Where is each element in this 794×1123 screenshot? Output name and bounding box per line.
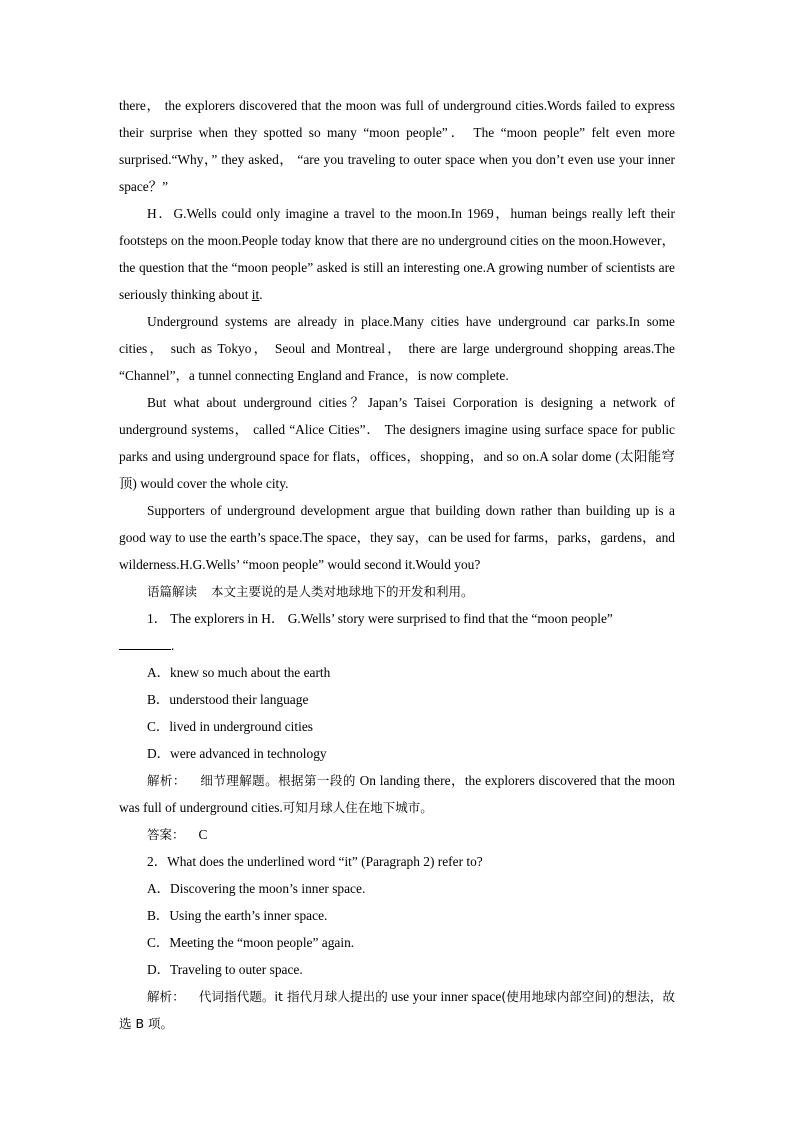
question-2-option-b: B．Using the earth’s inner space.	[147, 908, 328, 923]
analysis-quote: use your inner space	[391, 989, 502, 1004]
question-2-analysis	[119, 983, 675, 1037]
question-1-answer	[119, 821, 675, 848]
paragraph-2-end: .	[259, 287, 263, 302]
paragraph-2-text: H．G.Wells could only imagine a travel to the moon.In 1969，human beings really left their footsteps on the moon.People today know that there are no underground cities on the moon.However，the question that the “moon people” asked is still an interesting one.A growing number of scientists are seriously thinking about	[119, 206, 675, 302]
question-1-analysis	[119, 767, 675, 821]
question-2-stem: 2．What does the underlined word “it” (Paragraph 2) refer to?	[147, 854, 483, 869]
summary-label: 语篇解读	[147, 584, 198, 599]
analysis-quote: On landing there，the explorers discovered that the moon was full of underground cities.	[119, 773, 675, 815]
question-1-text: 1． The explorers in H． G.Wells’ story were surprised to find that the “moon people”	[147, 611, 613, 626]
analysis-label: 解析：	[147, 773, 186, 788]
analysis-conclusion: 可知月球人住在地下城市。	[282, 800, 433, 815]
question-1-option-c: C．lived in underground cities	[147, 719, 313, 734]
analysis-chinese: 代词指代题。it 指代月球人提出的	[198, 989, 388, 1004]
answer-value: C	[198, 827, 208, 842]
question-1-stem: 1． The explorers in H． G.Wells’ story were surprised to find that the “moon people” .	[119, 605, 675, 659]
analysis-chinese: 细节理解题。根据第一段的	[199, 773, 356, 788]
question-1-option-b: B．understood their language	[147, 692, 309, 707]
summary-line	[119, 578, 675, 605]
question-1-option-d: D．were advanced in technology	[147, 746, 327, 761]
passage-paragraph-1: there， the explorers discovered that the moon was full of underground cities.Words failed to express their surprise when they spotted so many “moon people”． The “moon people” felt even more surprised.“Why，” they asked， “are you traveling to outer space when you don’t even use your inner space？”	[119, 98, 675, 194]
analysis-conclusion: (使用地球内部空间)的想法，故选 B 项。	[119, 989, 675, 1031]
question-2-option-d: D．Traveling to outer space.	[147, 962, 303, 977]
question-2-option-c: C．Meeting the “moon people” again.	[147, 935, 355, 950]
answer-blank	[119, 637, 171, 650]
summary-text: 本文主要说的是人类对地球地下的开发和利用。	[211, 584, 474, 599]
passage-paragraph-3: Underground systems are already in place.Many cities have underground car parks.In some cities， such as Tokyo， Seoul and Montreal， there are large underground shopping areas.The “Channel”，a tunnel connecting England and France，is now complete.	[119, 314, 675, 383]
question-1-option-a: A．knew so much about the earth	[147, 665, 331, 680]
answer-label: 答案：	[147, 827, 185, 842]
passage-paragraph-5: Supporters of underground development argue that building down rather than building up is a good way to use the earth’s space.The space，they say，can be used for farms，parks，gardens，and wilderness.H.G.Wells’ “moon people” would second it.Would you?	[119, 503, 675, 572]
analysis-label: 解析：	[147, 989, 185, 1004]
passage-paragraph-2	[119, 200, 675, 308]
underlined-word-it: it	[251, 287, 260, 302]
passage-paragraph-4: But what about underground cities？Japan’s Taisei Corporation is designing a network of underground systems， called “Alice Cities”． The designers imagine using surface space for public parks and using underground space for flats，offices，shopping，and so on.A solar dome (太阳能穹顶) would cover the whole city.	[119, 395, 675, 491]
question-2-option-a: A．Discovering the moon’s inner space.	[147, 881, 366, 896]
document-page	[119, 92, 675, 1037]
